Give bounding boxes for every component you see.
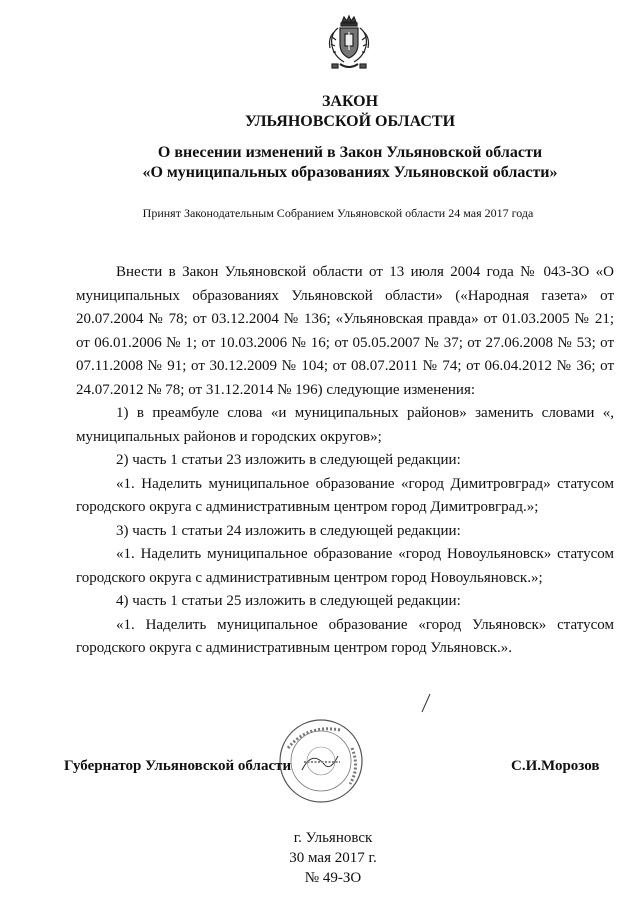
adoption-note: Принят Законодательным Собранием Ульяновской области 24 мая 2017 года (142, 206, 534, 220)
paragraph-amendment-3: 3) часть 1 статьи 24 изложить в следующей редакции: (116, 522, 461, 539)
coat-of-arms-icon (322, 14, 376, 74)
paragraph-intro: Внести в Закон Ульяновской области от 13 июля 2004 года № 043-ЗО «О муниципальных образованиях Ульяновской области» («Народная газета» от 20.07.2004 № 78; от 03.12.2004 № 136; «Ульяновская правда» от 01.03.2005 № 21; от 06.01.2006 № 1; от 10.03.2006 № 16; от 05.05.2007 № 37; от 27.06.2008 № 53; от 07.11.2008 № 91; от 30.12.2009 № 104; от 08.07.2011 № 74; от 06.04.2012 № 36; от 24.07.2012 № 78; от 31.12.2014 № 196) следующие изменения: (76, 264, 614, 398)
paragraph-amendment-3-text: «1. Наделить муниципальное образование «город Новоульяновск» статусом городского округа с административным центром город Новоульяновск.»; (76, 546, 614, 586)
law-body (76, 261, 614, 661)
paragraph-amendment-2: 2) часть 1 статьи 23 изложить в следующей редакции: (116, 452, 461, 468)
paragraph-amendment-4: 4) часть 1 статьи 25 изложить в следующей редакции: (116, 593, 461, 609)
law-subject-line2: «О муниципальных образованиях Ульяновской области» (142, 164, 558, 181)
law-region-title: УЛЬЯНОВСКОЙ ОБЛАСТИ (244, 113, 456, 130)
law-title: ЗАКОН (321, 93, 379, 110)
footer-date: 30 мая 2017 г. (289, 850, 377, 866)
law-subject-line1: О внесении изменений в Закон Ульяновской области (157, 144, 543, 161)
governor-position: Губернатор Ульяновской области (64, 758, 292, 774)
paragraph-amendment-2-text: «1. Наделить муниципальное образование «город Димитровград» статусом городского округа с административным центром город Димитровград.»; (76, 475, 614, 515)
paragraph-amendment-4-text: «1. Наделить муниципальное образование «город Ульяновск» статусом городского округа с административным центром город Ульяновск.». (76, 616, 614, 656)
paragraph-amendment-1: 1) в преамбуле слова «и муниципальных районов» заменить словами «, муниципальных районов и городских округов»; (76, 405, 614, 445)
governor-name: С.И.Морозов (511, 758, 600, 774)
footer-number: № 49-ЗО (304, 870, 362, 886)
footer-city: г. Ульяновск (293, 830, 373, 846)
